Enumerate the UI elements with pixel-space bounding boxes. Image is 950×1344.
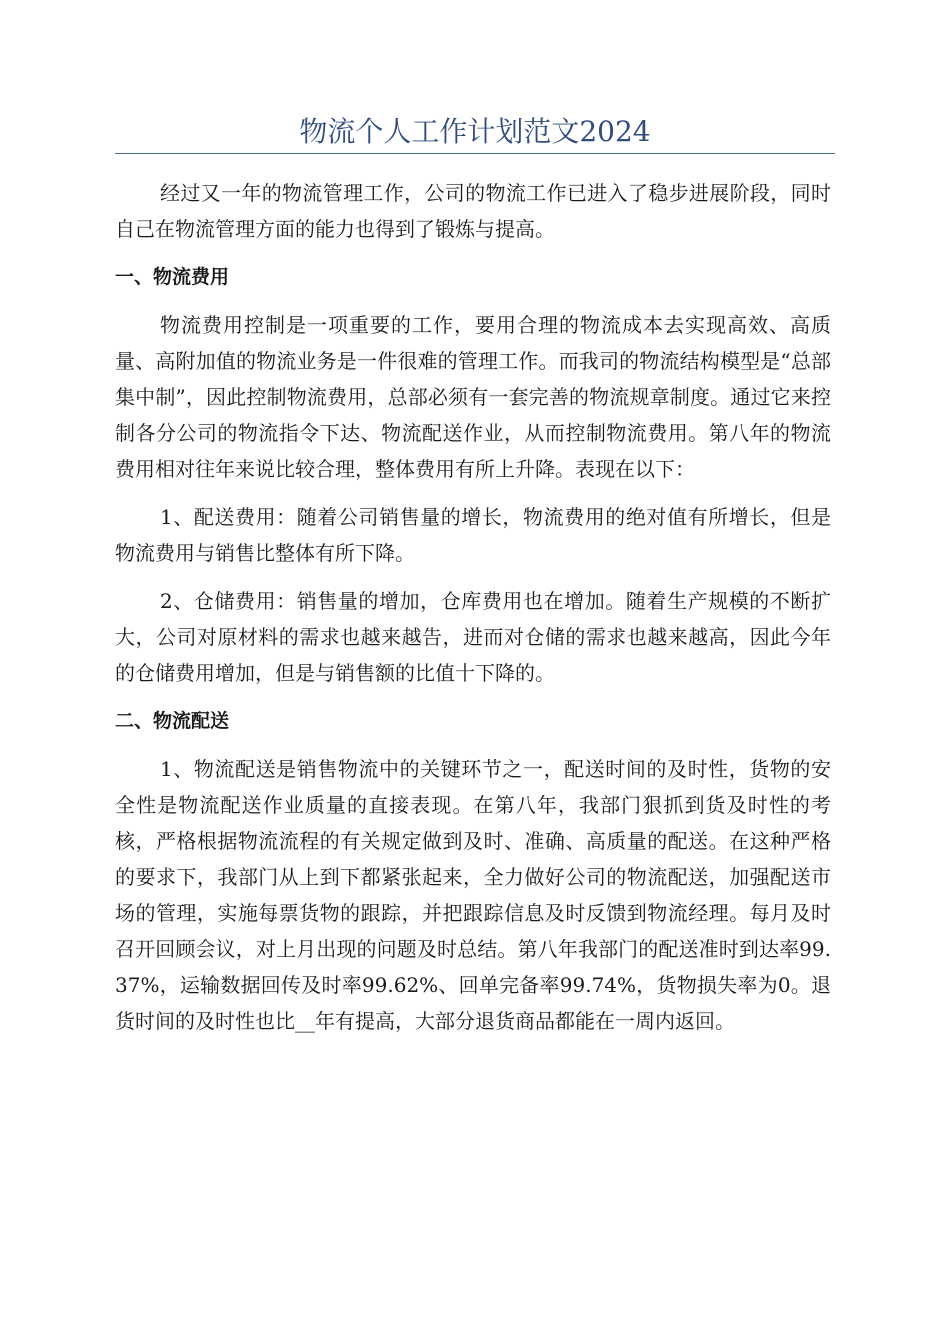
cost-control-paragraph: 物流费用控制是一项重要的工作，要用合理的物流成本去实现高效、高质量、高附加值的物流业务是一件很难的管理工作。而我司的物流结构模型是“总部集中制”，因此控制物流费用，总部必须有一套完善的物流规章制度。通过它来控制各分公司的物流指令下达、物流配送作业，从而控制物流费用。第八年的物流费用相对往年来说比较合理，整体费用有所上升降。表现在以下： <box>115 313 831 481</box>
section-heading-logistics-delivery: 二、物流配送 <box>115 710 230 732</box>
delivery-paragraph: 1、物流配送是销售物流中的关键环节之一，配送时间的及时性，货物的安全性是物流配送作业质量的直接表现。在第八年，我部门狠抓到货及时性的考核，严格根据物流流程的有关规定做到及时、准确、高质量的配送。在这种严格的要求下，我部门从上到下都紧张起来，全力做好公司的物流配送，加强配送市场的管理，实施每票货物的跟踪，并把跟踪信息及时反馈到物流经理。每月及时召开回顾会议，对上月出现的问题及时总结。第八年我部门的配送准时到达率99.37%，运输数据回传及时率99.62%、回单完备率99.74%，货物损失率为0。退货时间的及时性也比__年有提高，大部分退货商品都能在一周内返回。 <box>115 757 831 1033</box>
storage-cost-paragraph: 2、仓储费用：销售量的增加，仓库费用也在增加。随着生产规模的不断扩大，公司对原材料的需求也越来越告，进而对仓储的需求也越来越高，因此今年的仓储费用增加，但是与销售额的比值十下降的。 <box>115 589 831 685</box>
intro-paragraph: 经过又一年的物流管理工作，公司的物流工作已进入了稳步进展阶段，同时自己在物流管理方面的能力也得到了锻炼与提高。 <box>115 181 831 241</box>
section-heading-logistics-cost: 一、物流费用 <box>115 266 230 288</box>
delivery-cost-paragraph: 1、配送费用：随着公司销售量的增长，物流费用的绝对值有所增长，但是物流费用与销售比整体有所下降。 <box>115 505 831 565</box>
title-underline <box>115 153 835 154</box>
document-title: 物流个人工作计划范文2024 <box>299 115 651 148</box>
document-body <box>115 175 831 1051</box>
